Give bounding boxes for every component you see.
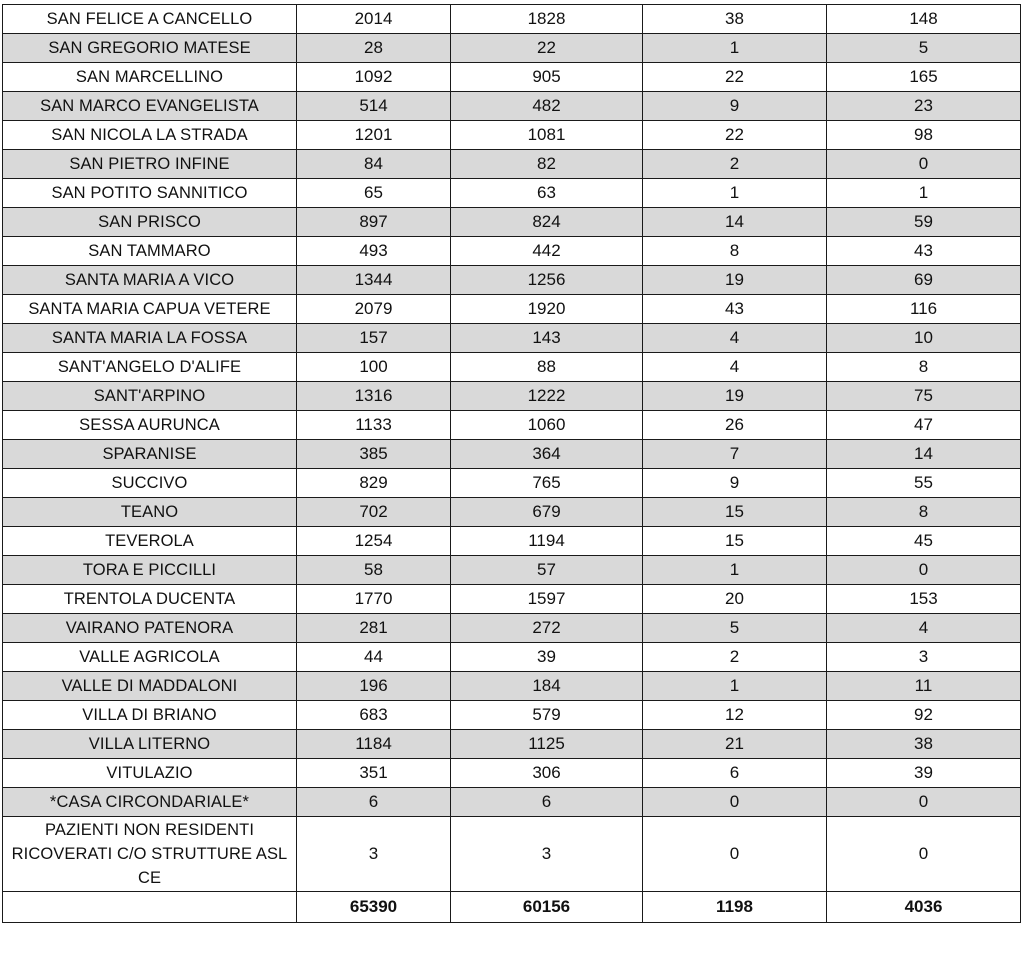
table-row [3,208,1021,237]
value-cell-col1: 6 [297,788,451,817]
municipality-name-cell: SAN NICOLA LA STRADA [3,121,297,150]
value-cell-col3: 19 [643,266,827,295]
table-row [3,556,1021,585]
value-cell-col3: 1 [643,34,827,63]
value-cell-col3: 9 [643,469,827,498]
table-row [3,585,1021,614]
value-cell-col2: 1222 [451,382,643,411]
value-cell-col2: 905 [451,63,643,92]
value-cell-col1: 1184 [297,730,451,759]
value-cell-col2: 442 [451,237,643,266]
value-cell-col2: 184 [451,672,643,701]
table-row [3,643,1021,672]
value-cell-col4: 75 [827,382,1021,411]
value-cell-col3: 22 [643,63,827,92]
value-cell-col4: 23 [827,92,1021,121]
value-cell-col2: 579 [451,701,643,730]
value-cell-col3: 8 [643,237,827,266]
value-cell-col2: 82 [451,150,643,179]
value-cell-col1: 1316 [297,382,451,411]
value-cell-col2: 1194 [451,527,643,556]
value-cell-col1: 1133 [297,411,451,440]
municipality-name-cell: TORA E PICCILLI [3,556,297,585]
value-cell-col1: 157 [297,324,451,353]
table-row [3,672,1021,701]
value-cell-col4: 39 [827,759,1021,788]
value-cell-col3: 21 [643,730,827,759]
table-row [3,469,1021,498]
municipality-name-cell: SAN MARCO EVANGELISTA [3,92,297,121]
value-cell-col2: 88 [451,353,643,382]
value-cell-col3: 7 [643,440,827,469]
value-cell-col1: 2079 [297,295,451,324]
table-row [3,527,1021,556]
value-cell-col2: 3 [451,817,643,892]
value-cell-col1: 100 [297,353,451,382]
table-row [3,759,1021,788]
value-cell-col2: 765 [451,469,643,498]
value-cell-col4: 8 [827,353,1021,382]
municipality-name-cell: SAN FELICE A CANCELLO [3,5,297,34]
total-cell-col3: 1198 [643,892,827,923]
table-row [3,63,1021,92]
table-row [3,237,1021,266]
table-row [3,788,1021,817]
table-row [3,353,1021,382]
value-cell-col2: 1081 [451,121,643,150]
value-cell-col4: 8 [827,498,1021,527]
total-cell-col1: 65390 [297,892,451,923]
value-cell-col1: 281 [297,614,451,643]
value-cell-col1: 2014 [297,5,451,34]
value-cell-col3: 14 [643,208,827,237]
value-cell-col3: 15 [643,498,827,527]
municipality-name-cell: SAN PRISCO [3,208,297,237]
municipality-name-cell: SUCCIVO [3,469,297,498]
municipality-name-cell: SAN TAMMARO [3,237,297,266]
total-cell-col4: 4036 [827,892,1021,923]
value-cell-col4: 0 [827,788,1021,817]
table-row [3,295,1021,324]
value-cell-col3: 4 [643,353,827,382]
value-cell-col1: 1344 [297,266,451,295]
value-cell-col3: 43 [643,295,827,324]
value-cell-col4: 165 [827,63,1021,92]
table-row [3,5,1021,34]
municipality-name-cell: SPARANISE [3,440,297,469]
total-cell-col2: 60156 [451,892,643,923]
value-cell-col1: 84 [297,150,451,179]
municipality-name-cell: TEVEROLA [3,527,297,556]
municipality-name-cell: SAN GREGORIO MATESE [3,34,297,63]
municipality-name-cell: VILLA LITERNO [3,730,297,759]
table-row [3,701,1021,730]
value-cell-col1: 44 [297,643,451,672]
value-cell-col4: 11 [827,672,1021,701]
municipality-name-cell: SESSA AURUNCA [3,411,297,440]
value-cell-col4: 38 [827,730,1021,759]
value-cell-col4: 14 [827,440,1021,469]
value-cell-col3: 26 [643,411,827,440]
value-cell-col3: 15 [643,527,827,556]
value-cell-col4: 92 [827,701,1021,730]
municipality-name-cell: TEANO [3,498,297,527]
value-cell-col3: 19 [643,382,827,411]
municipality-name-cell: VITULAZIO [3,759,297,788]
table-body [3,5,1021,923]
value-cell-col3: 1 [643,672,827,701]
value-cell-col2: 143 [451,324,643,353]
value-cell-col1: 385 [297,440,451,469]
value-cell-col1: 897 [297,208,451,237]
value-cell-col2: 6 [451,788,643,817]
table-row [3,382,1021,411]
value-cell-col4: 98 [827,121,1021,150]
value-cell-col4: 4 [827,614,1021,643]
value-cell-col3: 6 [643,759,827,788]
value-cell-col2: 679 [451,498,643,527]
value-cell-col1: 1770 [297,585,451,614]
value-cell-col1: 829 [297,469,451,498]
municipality-name-cell: SANTA MARIA LA FOSSA [3,324,297,353]
municipality-data-table [2,4,1021,923]
value-cell-col2: 57 [451,556,643,585]
value-cell-col3: 4 [643,324,827,353]
value-cell-col2: 364 [451,440,643,469]
value-cell-col3: 22 [643,121,827,150]
value-cell-col1: 1092 [297,63,451,92]
municipality-name-cell: SAN PIETRO INFINE [3,150,297,179]
value-cell-col3: 12 [643,701,827,730]
value-cell-col1: 28 [297,34,451,63]
value-cell-col2: 1060 [451,411,643,440]
municipality-name-cell: TRENTOLA DUCENTA [3,585,297,614]
value-cell-col3: 1 [643,556,827,585]
value-cell-col4: 148 [827,5,1021,34]
table-row [3,179,1021,208]
totals-label-cell [3,892,297,923]
municipality-name-cell: SANT'ANGELO D'ALIFE [3,353,297,382]
municipality-name-cell: VALLE AGRICOLA [3,643,297,672]
municipality-name-cell: VAIRANO PATENORA [3,614,297,643]
table-row [3,440,1021,469]
value-cell-col2: 1920 [451,295,643,324]
value-cell-col3: 1 [643,179,827,208]
municipality-name-cell: SANTA MARIA A VICO [3,266,297,295]
table-row [3,121,1021,150]
value-cell-col2: 1828 [451,5,643,34]
value-cell-col3: 20 [643,585,827,614]
value-cell-col1: 58 [297,556,451,585]
value-cell-col1: 351 [297,759,451,788]
value-cell-col2: 1256 [451,266,643,295]
value-cell-col4: 55 [827,469,1021,498]
value-cell-col1: 514 [297,92,451,121]
table-row [3,324,1021,353]
value-cell-col1: 65 [297,179,451,208]
value-cell-col1: 493 [297,237,451,266]
value-cell-col2: 824 [451,208,643,237]
value-cell-col1: 702 [297,498,451,527]
municipality-name-cell: VALLE DI MADDALONI [3,672,297,701]
value-cell-col4: 59 [827,208,1021,237]
municipality-name-cell: *CASA CIRCONDARIALE* [3,788,297,817]
value-cell-col4: 153 [827,585,1021,614]
value-cell-col3: 9 [643,92,827,121]
value-cell-col2: 39 [451,643,643,672]
value-cell-col4: 45 [827,527,1021,556]
value-cell-col2: 22 [451,34,643,63]
value-cell-col3: 2 [643,150,827,179]
value-cell-col2: 272 [451,614,643,643]
value-cell-col1: 1254 [297,527,451,556]
municipality-name-cell: SANTA MARIA CAPUA VETERE [3,295,297,324]
value-cell-col4: 116 [827,295,1021,324]
value-cell-col4: 69 [827,266,1021,295]
totals-row [3,892,1021,923]
value-cell-col4: 3 [827,643,1021,672]
value-cell-col3: 38 [643,5,827,34]
value-cell-col2: 482 [451,92,643,121]
value-cell-col4: 47 [827,411,1021,440]
municipality-name-cell: SANT'ARPINO [3,382,297,411]
value-cell-col2: 1125 [451,730,643,759]
table-row [3,730,1021,759]
value-cell-col2: 306 [451,759,643,788]
table-row [3,614,1021,643]
value-cell-col2: 63 [451,179,643,208]
value-cell-col2: 1597 [451,585,643,614]
value-cell-col4: 0 [827,556,1021,585]
value-cell-col3: 5 [643,614,827,643]
value-cell-col1: 3 [297,817,451,892]
table-row [3,817,1021,892]
value-cell-col3: 2 [643,643,827,672]
value-cell-col4: 0 [827,817,1021,892]
value-cell-col4: 10 [827,324,1021,353]
value-cell-col4: 1 [827,179,1021,208]
value-cell-col3: 0 [643,817,827,892]
table-row [3,92,1021,121]
municipality-name-cell: SAN POTITO SANNITICO [3,179,297,208]
value-cell-col4: 5 [827,34,1021,63]
value-cell-col1: 683 [297,701,451,730]
value-cell-col4: 0 [827,150,1021,179]
table-row [3,34,1021,63]
municipality-name-cell: VILLA DI BRIANO [3,701,297,730]
value-cell-col4: 43 [827,237,1021,266]
value-cell-col3: 0 [643,788,827,817]
municipality-name-cell: PAZIENTI NON RESIDENTI RICOVERATI C/O STRUTTURE ASL CE [3,817,297,892]
municipality-name-cell: SAN MARCELLINO [3,63,297,92]
value-cell-col1: 1201 [297,121,451,150]
value-cell-col1: 196 [297,672,451,701]
table-row [3,150,1021,179]
table-row [3,411,1021,440]
table-row [3,266,1021,295]
table-row [3,498,1021,527]
